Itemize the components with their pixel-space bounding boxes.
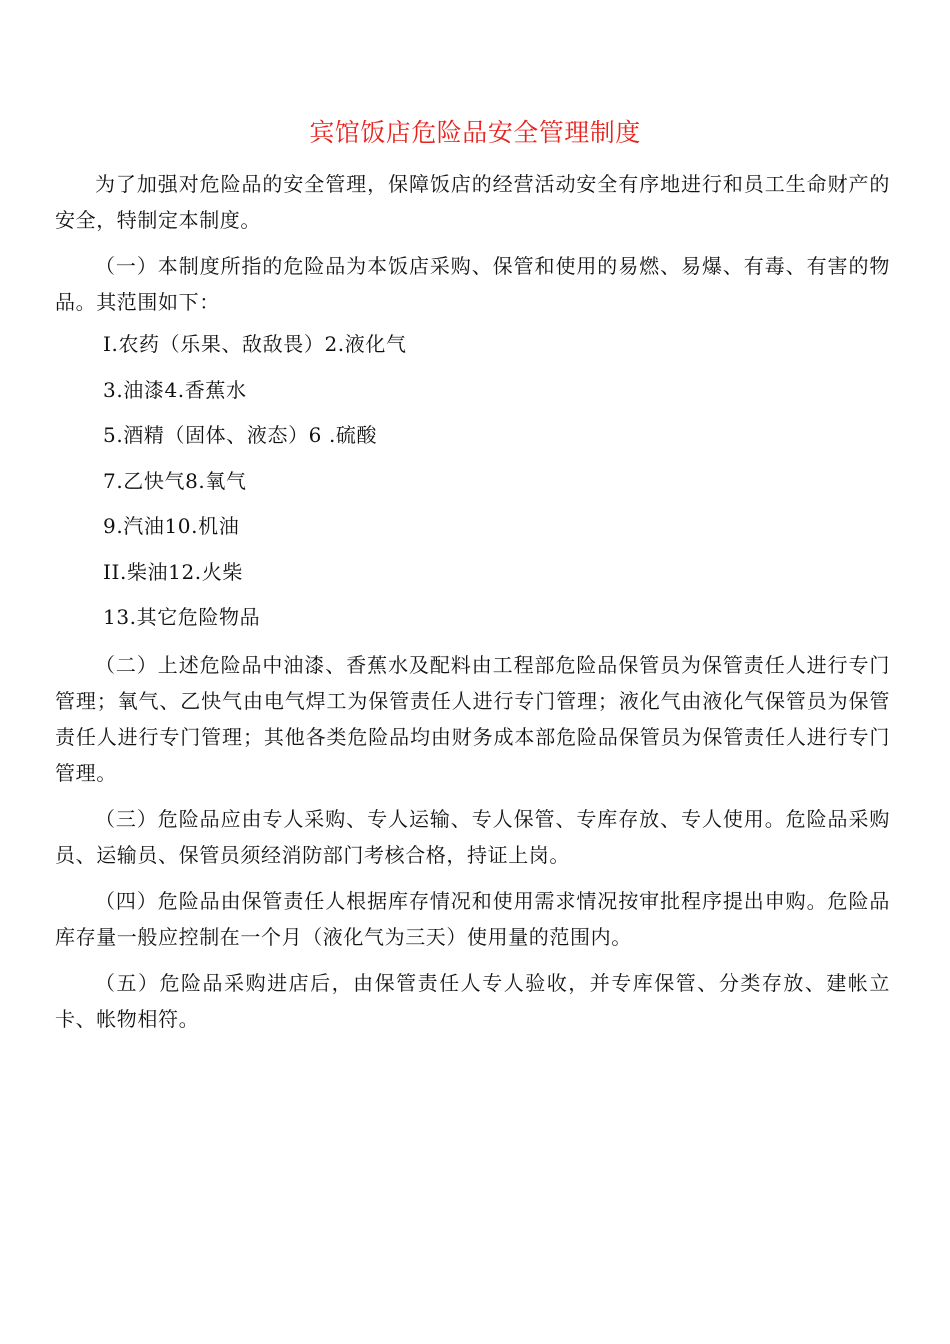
document-body — [55, 166, 890, 1037]
list-item: II.柴油12.火柴 — [103, 559, 243, 584]
section-3-paragraph: （三）危险品应由专人采购、专人运输、专人保管、专库存放、专人使用。危险品采购员、运输员、保管员须经消防部门考核合格，持证上岗。 — [55, 806, 890, 867]
list-item: I.农药（乐果、敌敌畏）2.液化气 — [103, 332, 407, 356]
section-2-paragraph: （二）上述危险品中油漆、香蕉水及配料由工程部危险品保管员为保管责任人进行专门管理；氧气、乙快气由电气焊工为保管责任人进行专门管理；液化气由液化气保管员为保管责任人进行专门管理；其他各类危险品均由财务成本部危险品保管员为保管责任人进行专门管理。 — [55, 652, 890, 785]
list-item: 5.酒精（固体、液态）6 .硫酸 — [103, 423, 378, 447]
section-1-paragraph: （一）本制度所指的危险品为本饭店采购、保管和使用的易燃、易爆、有毒、有害的物品。其范围如下： — [55, 254, 890, 314]
list-item: 9.汽油10.机油 — [103, 514, 240, 538]
list-item: 7.乙快气8.氧气 — [103, 468, 247, 493]
list-item: 13.其它危险物品 — [103, 605, 261, 629]
section-4-paragraph: （四）危险品由保管责任人根据库存情况和使用需求情况按审批程序提出申购。危险品库存量一般应控制在一个月（液化气为三天）使用量的范围内。 — [55, 888, 890, 949]
section-5-paragraph: （五）危险品采购进店后，由保管责任人专人验收，并专库保管、分类存放、建帐立卡、帐物相符。 — [55, 970, 890, 1031]
document-title: 宾馆饭店危险品安全管理制度 — [309, 118, 641, 147]
list-item: 3.油漆4.香蕉水 — [103, 377, 247, 402]
intro-paragraph: 为了加强对危险品的安全管理，保障饭店的经营活动安全有序地进行和员工生命财产的安全，特制定本制度。 — [55, 172, 890, 232]
hazard-item-list — [55, 322, 890, 641]
